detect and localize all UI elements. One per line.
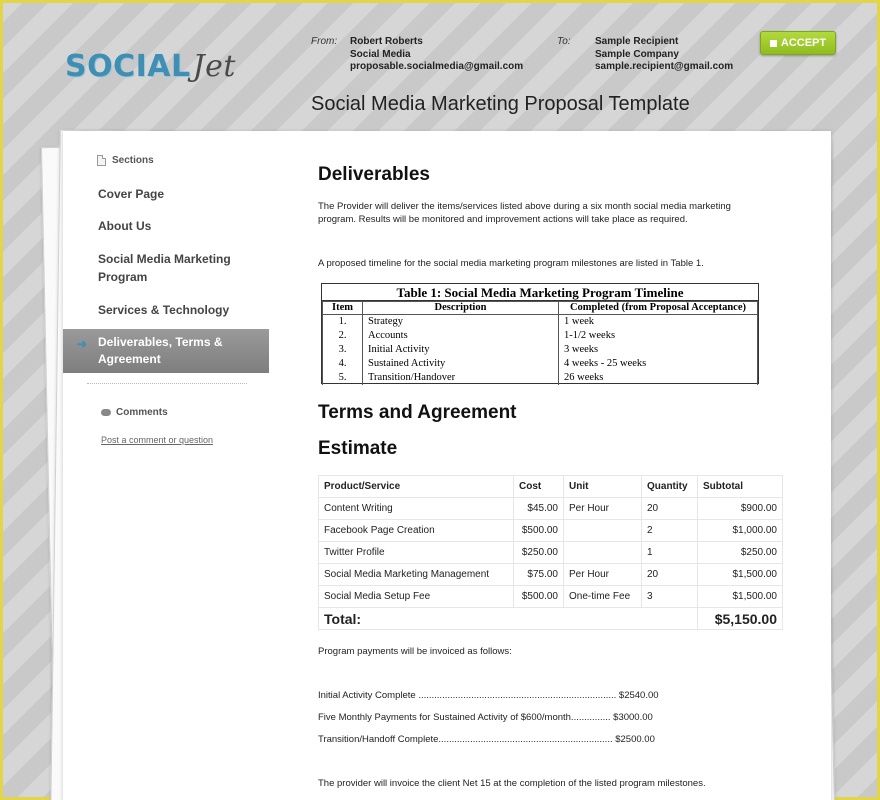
terms-heading: Terms and Agreement	[318, 402, 517, 423]
brand-logo	[65, 49, 236, 84]
estimate-cell: 3	[642, 586, 698, 608]
estimate-total-row	[319, 608, 783, 630]
to-block	[595, 36, 733, 74]
from-company: Social Media	[350, 48, 411, 60]
payment-line: Initial Activity Complete ........................................................................... $2540.00	[318, 690, 659, 701]
to-email: sample.recipient@gmail.com	[595, 61, 734, 72]
timeline-cell: 5.	[323, 371, 363, 385]
estimate-cell: Content Writing	[319, 498, 514, 520]
table-row	[319, 564, 783, 586]
timeline-cell: 1 week	[559, 315, 758, 329]
timeline-table	[321, 283, 759, 384]
sidebar-item-about-us[interactable]: About Us	[98, 219, 152, 233]
timeline-cell: 1-1/2 weeks	[559, 329, 758, 343]
payments-intro: Program payments will be invoiced as follows:	[318, 646, 512, 657]
estimate-col-header: Product/Service	[319, 476, 514, 498]
table-row	[323, 329, 758, 343]
timeline-cell: 4.	[323, 357, 363, 371]
timeline-cell: Initial Activity	[363, 343, 559, 357]
logo-main-text: SOCIAL	[65, 49, 191, 84]
document-icon	[97, 155, 106, 166]
payment-line: Five Monthly Payments for Sustained Activity of $600/month............... $3000.00	[318, 712, 653, 723]
estimate-cell	[564, 520, 642, 542]
timeline-cell: 26 weeks	[559, 371, 758, 385]
estimate-col-header: Cost	[514, 476, 564, 498]
estimate-cell: Facebook Page Creation	[319, 520, 514, 542]
accept-icon	[770, 40, 777, 47]
timeline-cell: 3.	[323, 343, 363, 357]
comment-bubble-icon	[101, 409, 111, 416]
from-label: From:	[311, 36, 338, 47]
total-value: $5,150.00	[714, 610, 777, 627]
table-row	[319, 586, 783, 608]
sidebar-divider	[87, 383, 247, 384]
estimate-cell: $900.00	[698, 498, 783, 520]
timeline-table-title: Table 1: Social Media Marketing Program Timeline	[322, 284, 758, 301]
estimate-cell: $250.00	[698, 542, 783, 564]
sidebar-item-social-media-marketing-program[interactable]: Social Media Marketing Program	[98, 252, 231, 284]
accept-label: ACCEPT	[780, 37, 827, 49]
timeline-cell: 3 weeks	[559, 343, 758, 357]
from-name: Robert Roberts	[350, 36, 423, 47]
estimate-col-header: Quantity	[642, 476, 698, 498]
deliverables-heading: Deliverables	[318, 164, 430, 185]
timeline-cell: Sustained Activity	[363, 357, 559, 371]
total-label: Total:	[319, 608, 698, 630]
closing-paragraph: The provider will invoice the client Net 15 at the completion of the listed program milestones.	[318, 778, 706, 789]
timeline-cell: 2.	[323, 329, 363, 343]
estimate-col-header: Unit	[564, 476, 642, 498]
page-title: Social Media Marketing Proposal Template	[311, 93, 690, 115]
table-row	[323, 315, 758, 329]
estimate-cell: Per Hour	[564, 498, 642, 520]
accept-button[interactable]	[760, 31, 836, 55]
to-company: Sample Company	[595, 48, 679, 60]
estimate-cell: $75.00	[514, 564, 564, 586]
table-row	[323, 343, 758, 357]
estimate-cell: $1,500.00	[698, 586, 783, 608]
logo-script-text: Jet	[192, 49, 236, 84]
estimate-cell: $250.00	[514, 542, 564, 564]
estimate-cell: Social Media Setup Fee	[319, 586, 514, 608]
estimate-cell: $500.00	[514, 520, 564, 542]
estimate-cell	[564, 542, 642, 564]
post-comment-link[interactable]: Post a comment or question	[101, 435, 214, 445]
timeline-col-header: Item	[323, 302, 363, 315]
timeline-cell: Transition/Handover	[363, 371, 559, 385]
table-row	[319, 520, 783, 542]
estimate-cell: $1,000.00	[698, 520, 783, 542]
timeline-col-header: Description	[363, 302, 559, 315]
table-row	[323, 357, 758, 371]
arrow-right-icon: ➜	[77, 337, 88, 351]
timeline-col-header: Completed (from Proposal Acceptance)	[559, 302, 758, 315]
sections-label: Sections	[112, 155, 154, 166]
estimate-table	[318, 475, 783, 630]
timeline-cell: 4 weeks - 25 weeks	[559, 357, 758, 371]
estimate-cell: 1	[642, 542, 698, 564]
estimate-cell: $45.00	[514, 498, 564, 520]
sidebar-item-cover-page[interactable]: Cover Page	[98, 187, 165, 201]
from-email: proposable.socialmedia@gmail.com	[350, 61, 524, 72]
comments-header	[101, 407, 168, 418]
estimate-cell: Twitter Profile	[319, 542, 514, 564]
comments-label: Comments	[116, 407, 168, 418]
estimate-cell: 20	[642, 564, 698, 586]
estimate-cell: Social Media Marketing Management	[319, 564, 514, 586]
estimate-cell: $500.00	[514, 586, 564, 608]
table-row	[323, 371, 758, 385]
timeline-cell: Strategy	[363, 315, 559, 329]
timeline-intro: A proposed timeline for the social media marketing program milestones are listed in Table 1.	[318, 258, 704, 269]
estimate-cell: One-time Fee	[564, 586, 642, 608]
table-row	[319, 498, 783, 520]
sections-header	[97, 155, 154, 166]
estimate-heading: Estimate	[318, 438, 398, 459]
estimate-cell: 2	[642, 520, 698, 542]
payment-line: Transition/Handoff Complete.................................................................. $2500.00	[318, 734, 655, 745]
deliverables-paragraph: The Provider will deliver the items/services listed above during a six month social media marketing program. Results will be monitored and improvement actions will take place as required.	[318, 201, 731, 225]
sidebar-item-services-technology[interactable]: Services & Technology	[98, 303, 230, 317]
to-label: To:	[557, 36, 571, 47]
estimate-cell: Per Hour	[564, 564, 642, 586]
estimate-col-header: Subtotal	[698, 476, 783, 498]
table-row	[319, 542, 783, 564]
sidebar-item-deliverables-active[interactable]	[63, 329, 269, 373]
timeline-cell: Accounts	[363, 329, 559, 343]
to-name: Sample Recipient	[595, 36, 679, 47]
timeline-cell: 1.	[323, 315, 363, 329]
from-block	[350, 36, 523, 74]
estimate-cell: $1,500.00	[698, 564, 783, 586]
estimate-cell: 20	[642, 498, 698, 520]
sidebar-item-label: Deliverables, Terms & Agreement	[98, 335, 223, 366]
